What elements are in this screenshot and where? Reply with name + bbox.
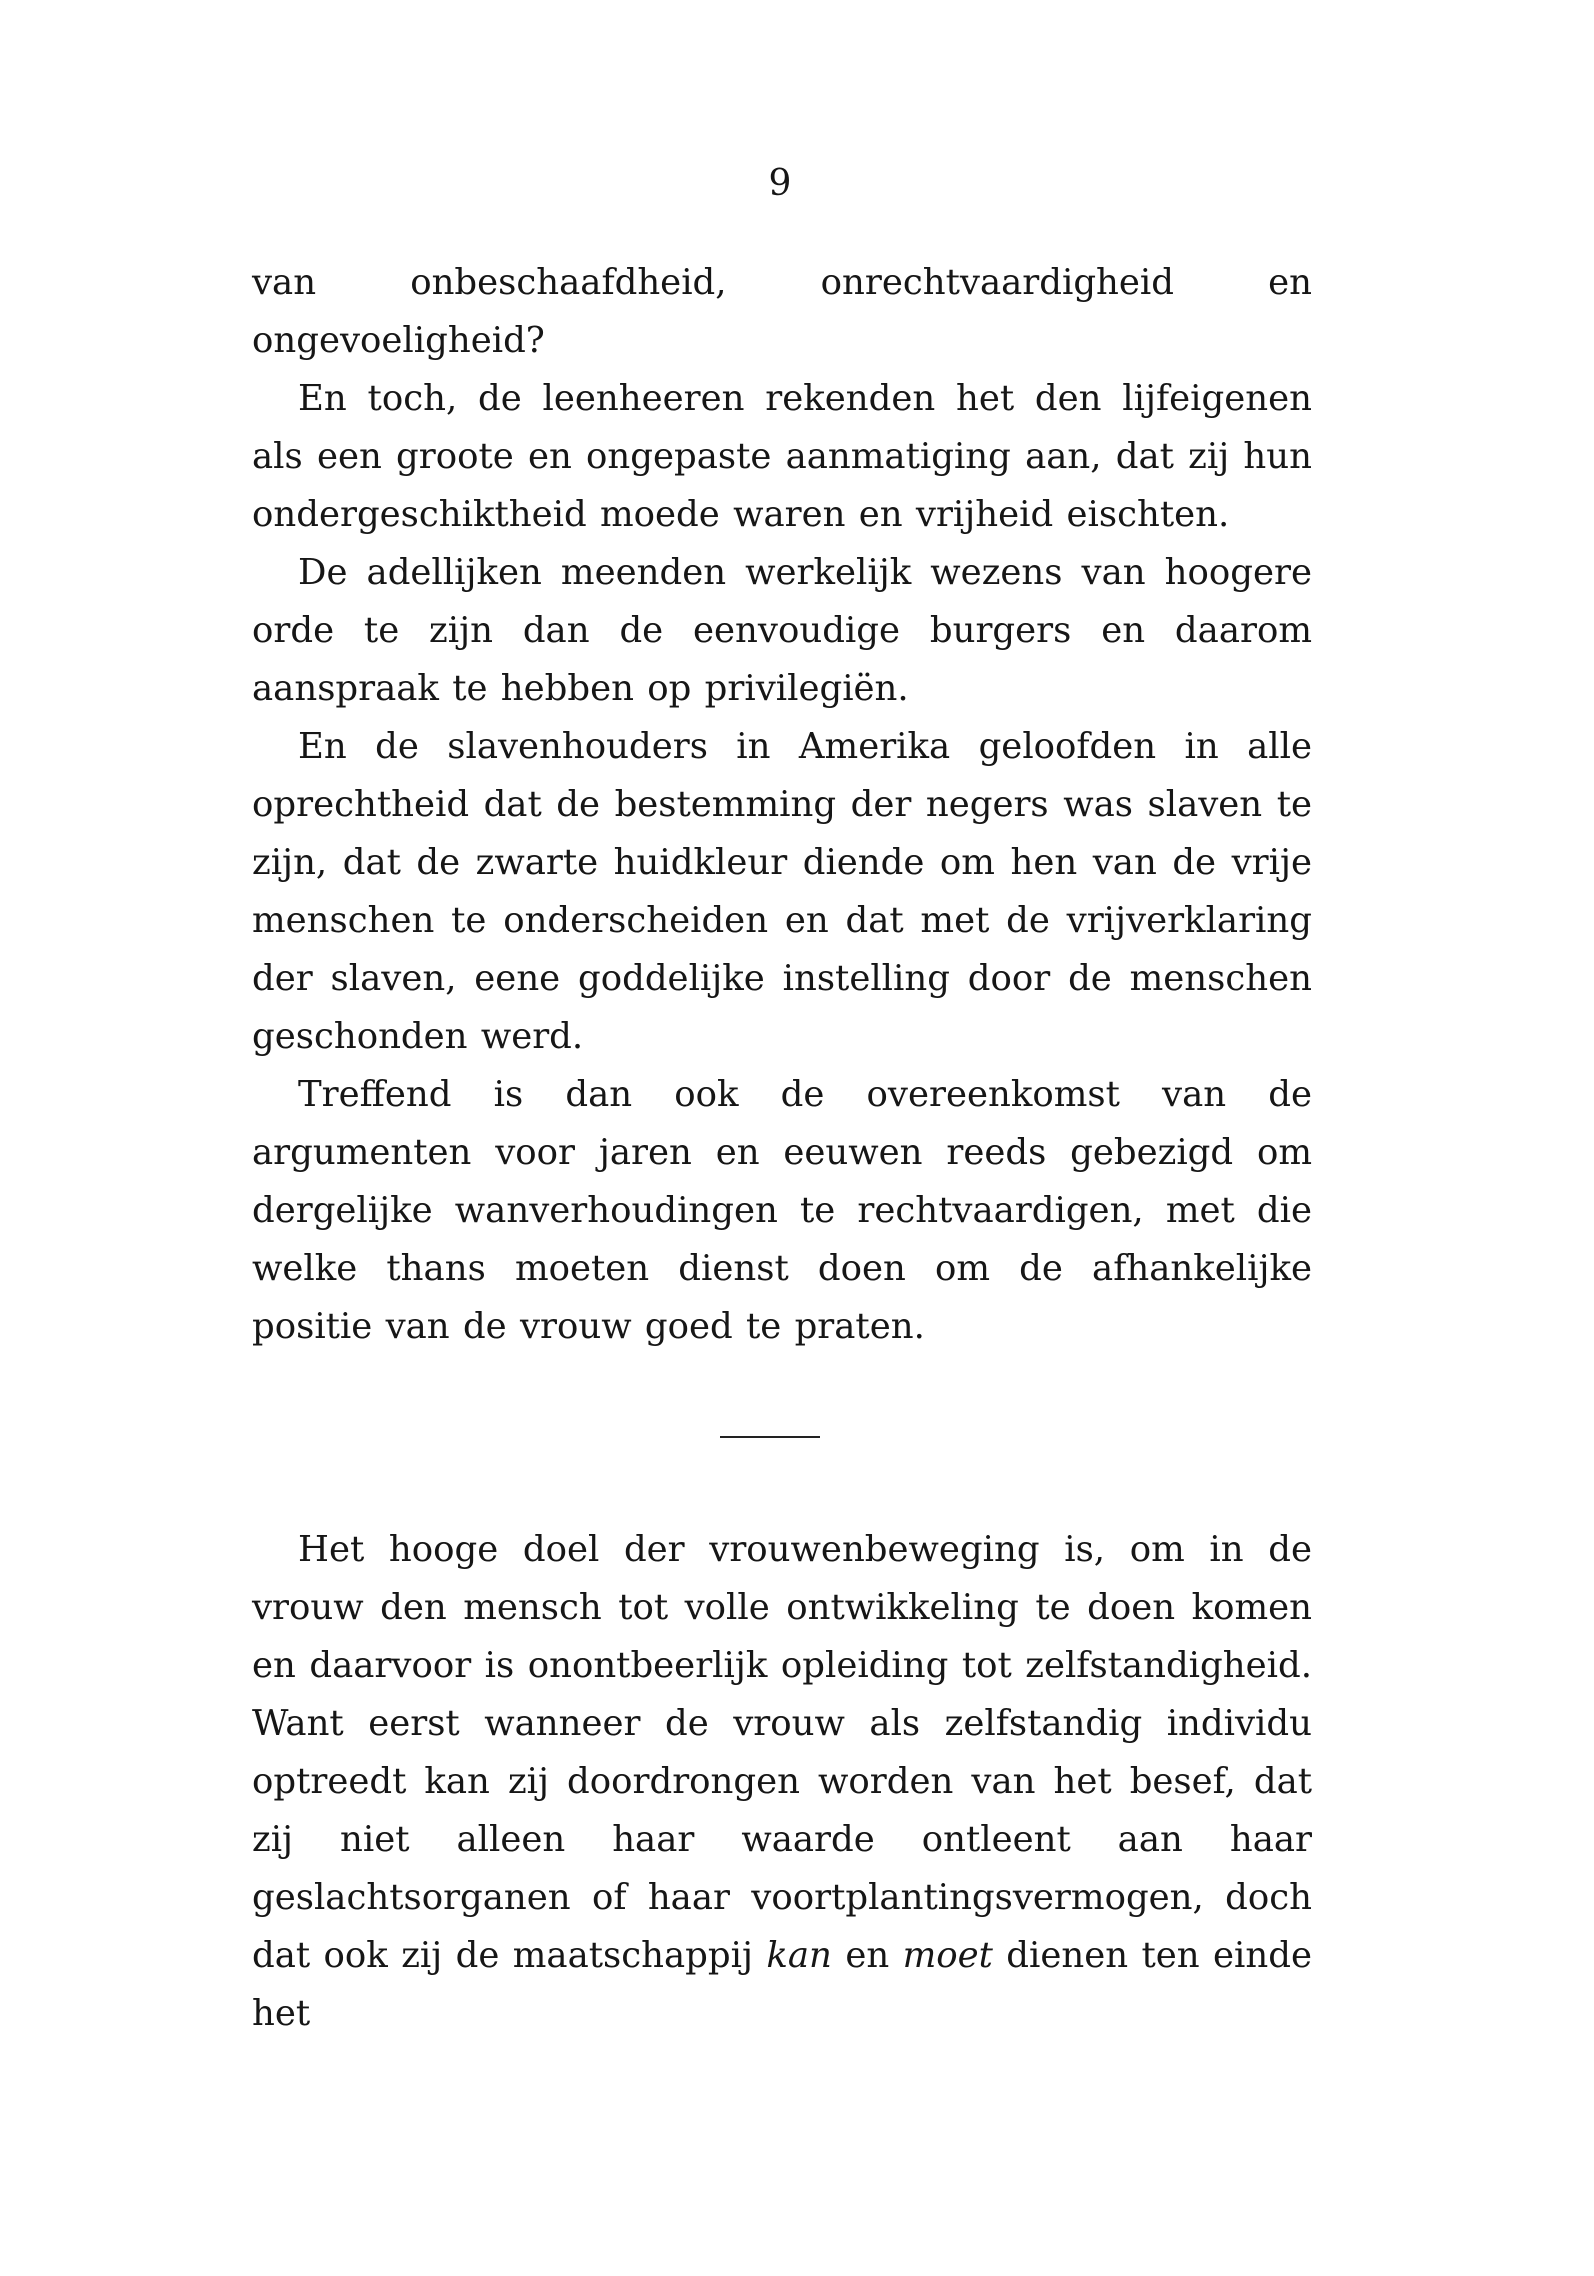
italic-word-kan: kan	[766, 1935, 832, 1976]
paragraph-text-end: dienen ten einde het	[252, 1935, 1312, 2034]
section-divider	[720, 1436, 820, 1438]
paragraph-adellijken: De adellijken meenden werkelijk wezens van hoogere orde te zijn dan de eenvoudige burgers en daarom aanspraak te hebben op privilegiën.	[252, 552, 1312, 709]
paragraph-slavenhouders: En de slavenhouders in Amerika geloofden in alle oprechtheid dat de bestemming der negers was slaven te zijn, dat de zwarte huidkleur diende om hen van de vrije menschen te onderscheiden en dat met de vrijverklaring der slaven, eene goddelijke instelling door de menschen geschonden werd.	[252, 726, 1312, 1057]
paragraph-text-start: Het hooge doel der vrouwenbeweging is, om in de vrouw den mensch tot volle ontwikkeling te doen komen en daarvoor is onontbeerlijk opleiding tot zelfstandigheid. Want eerst wanneer de vrouw als zelfstandig individu optreedt kan zij doordrongen worden van het besef, dat zij niet alleen haar waarde ontleent aan haar geslachtsorganen of haar voortplantingsvermogen, doch dat ook zij de maatschappij	[252, 1529, 1312, 1976]
paragraph-continuation: van onbeschaafdheid, onrechtvaardigheid en ongevoeligheid?	[252, 262, 1312, 361]
text-section-2	[252, 1521, 1312, 2043]
italic-word-moet: moet	[902, 1935, 993, 1976]
paragraph-leenheeren: En toch, de leenheeren rekenden het den lijfeigenen als een groote en ongepaste aanmatiging aan, dat zij hun ondergeschiktheid moede waren en vrijheid eischten.	[252, 378, 1312, 535]
paragraph-text-middle: en	[831, 1935, 903, 1976]
page-number: 9	[768, 163, 792, 204]
paragraph-vrouwenbeweging	[252, 1521, 1312, 2043]
paragraph-argumenten: Treffend is dan ook de overeenkomst van de argumenten voor jaren en eeuwen reeds gebezigd om dergelijke wanverhoudingen te rechtvaardigen, met die welke thans moeten dienst doen om de afhankelijke positie van de vrouw goed te praten.	[252, 1074, 1312, 1347]
text-section-1	[252, 254, 1312, 1356]
